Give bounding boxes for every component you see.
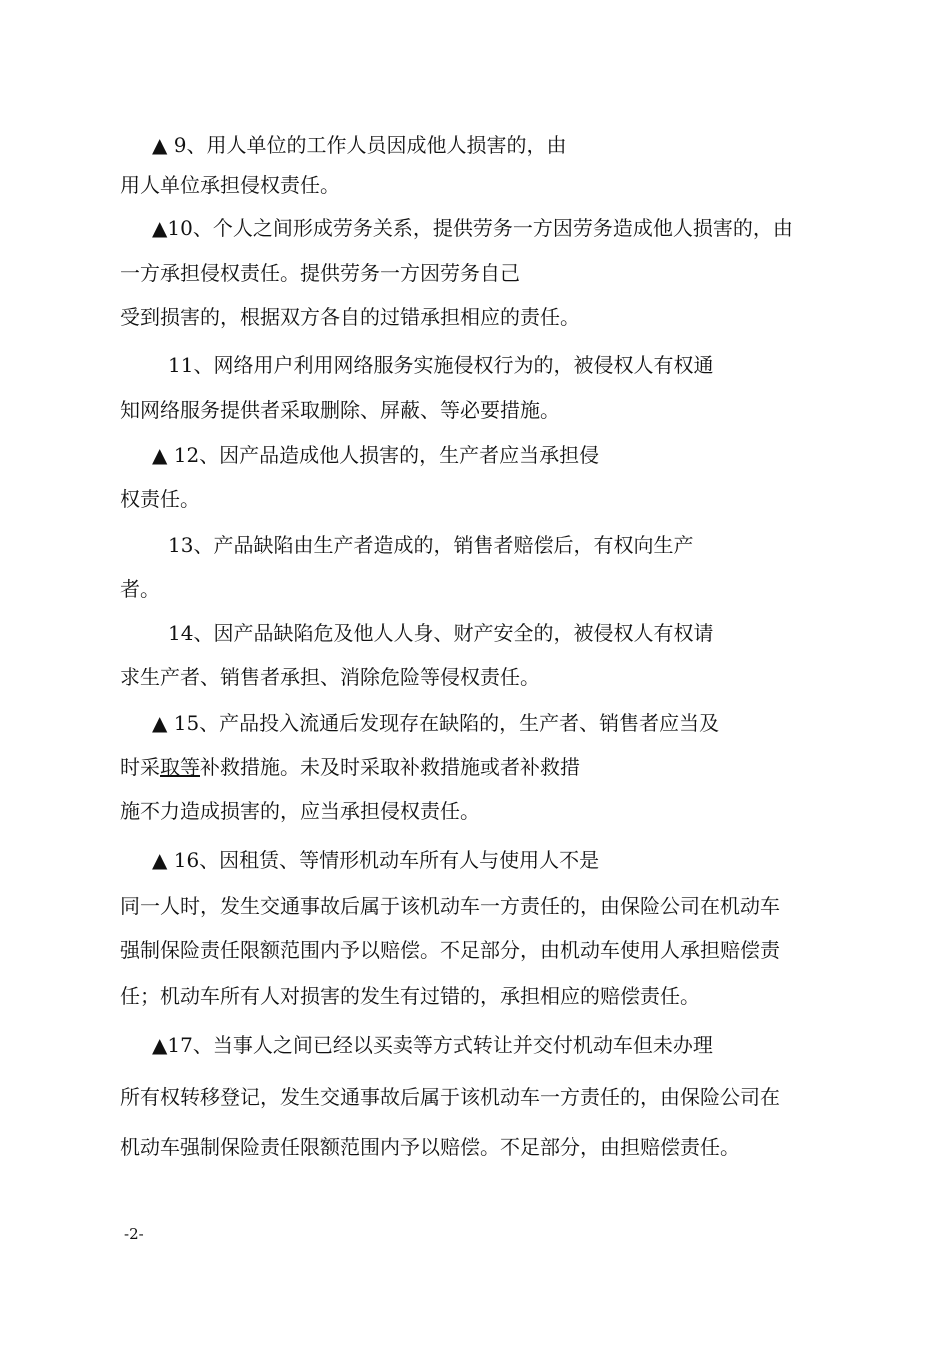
- p17-line1: ▲17、当事人之间已经以买卖等方式转让并交付机动车但未办理: [152, 1033, 713, 1057]
- p15-line2-post: 补救措施。未及时采取补救措施或者补救措: [200, 755, 580, 779]
- p14-line1: 14、因产品缺陷危及他人人身、财产安全的，被侵权人有权请: [168, 621, 714, 645]
- page-number: -2-: [124, 1225, 144, 1243]
- p17-line3: 机动车强制保险责任限额范围内予以赔偿。不足部分，由担赔偿责任。: [120, 1135, 740, 1159]
- p13-line2: 者。: [120, 577, 160, 601]
- p15-line3: 施不力造成损害的，应当承担侵权责任。: [120, 799, 480, 823]
- p17-line2: 所有权转移登记，发生交通事故后属于该机动车一方责任的，由保险公司在: [120, 1085, 780, 1109]
- p15-line1: ▲ 15、产品投入流通后发现存在缺陷的，生产者、销售者应当及: [152, 711, 720, 735]
- p10-line1: ▲10、个人之间形成劳务关系，提供劳务一方因劳务造成他人损害的，由: [152, 216, 793, 240]
- p10-line3: 受到损害的，根据双方各自的过错承担相应的责任。: [120, 305, 580, 329]
- p13-line1: 13、产品缺陷由生产者造成的，销售者赔偿后，有权向生产: [168, 533, 694, 557]
- p16-line1: ▲ 16、因租赁、等情形机动车所有人与使用人不是: [152, 848, 600, 872]
- p12-line1: ▲ 12、因产品造成他人损害的，生产者应当承担侵: [152, 443, 600, 467]
- p14-line2: 求生产者、销售者承担、消除危险等侵权责任。: [120, 665, 540, 689]
- p10-line2: 一方承担侵权责任。提供劳务一方因劳务自己: [120, 261, 520, 285]
- p9-line1: ▲ 9、用人单位的工作人员因成他人损害的，由: [152, 133, 567, 157]
- p16-line2: 同一人时，发生交通事故后属于该机动车一方责任的，由保险公司在机动车: [120, 894, 780, 918]
- p15-line2-underlined: 取等: [160, 755, 200, 779]
- p15-line2-pre: 时采: [120, 755, 160, 779]
- p16-line4: 任；机动车所有人对损害的发生有过错的，承担相应的赔偿责任。: [120, 984, 700, 1008]
- p12-line2: 权责任。: [120, 487, 200, 511]
- p9-line2: 用人单位承担侵权责任。: [120, 173, 340, 197]
- p11-line2: 知网络服务提供者采取删除、屏蔽、等必要措施。: [120, 398, 560, 422]
- p16-line3: 强制保险责任限额范围内予以赔偿。不足部分，由机动车使用人承担赔偿责: [120, 938, 780, 962]
- p11-line1: 11、网络用户利用网络服务实施侵权行为的，被侵权人有权通: [168, 353, 714, 377]
- p15-line2: [120, 755, 580, 779]
